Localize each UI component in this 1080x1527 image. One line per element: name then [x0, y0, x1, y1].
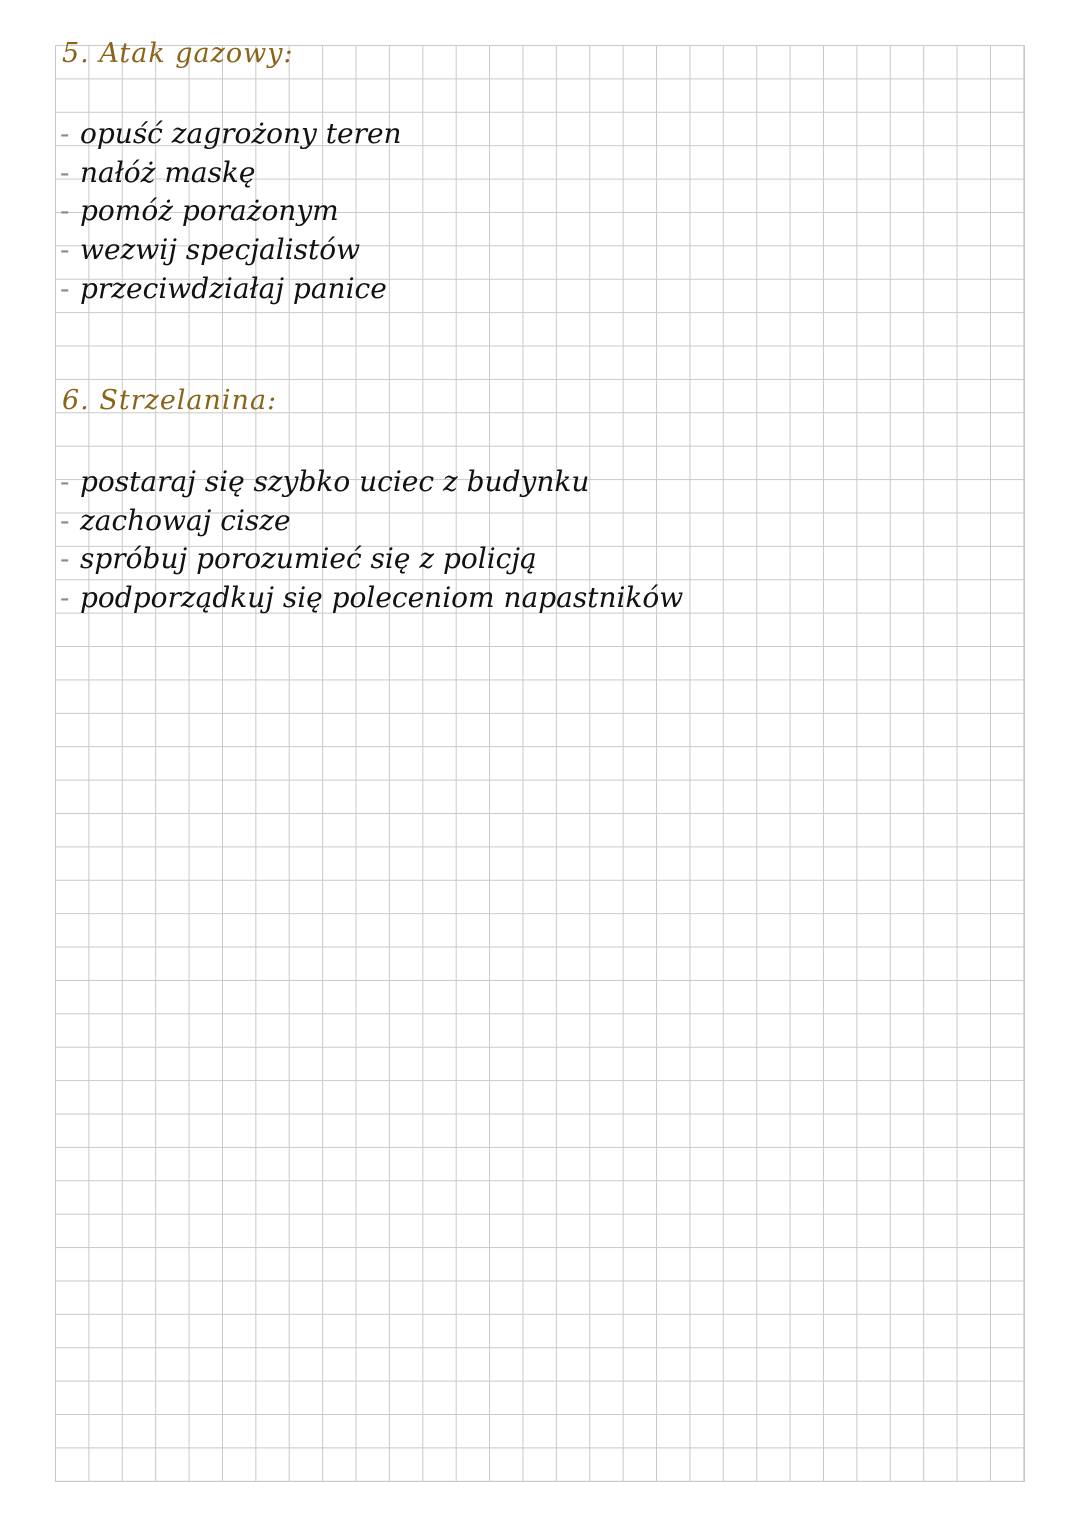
- dash-marker: -: [60, 194, 70, 228]
- dash-marker: -: [60, 542, 70, 576]
- list-item-text: przeciwdziałaj panice: [80, 271, 387, 305]
- list-item: [60, 540, 683, 579]
- list-item: [60, 502, 683, 541]
- dash-marker: -: [60, 155, 70, 189]
- list-item-text: wezwij specjalistów: [80, 233, 361, 267]
- list-item-text: opuść zagrożony teren: [80, 117, 402, 150]
- list-item-text: podporządkuj się poleceniom napastników: [80, 581, 684, 615]
- dash-marker: -: [60, 271, 70, 305]
- list-item-text: spróbuj porozumieć się z policją: [80, 542, 537, 576]
- dash-marker: -: [60, 465, 70, 498]
- dash-marker: -: [60, 117, 70, 150]
- section-heading-gas-attack: 5. Atak gazowy:: [62, 38, 294, 69]
- list-item: [60, 579, 683, 618]
- list-item: [60, 231, 402, 270]
- section-list-shooting: [60, 463, 683, 618]
- section-list-gas-attack: [60, 115, 402, 308]
- dash-marker: -: [60, 581, 70, 615]
- list-item-text: nałóż maskę: [80, 155, 256, 189]
- list-item: [60, 192, 402, 231]
- list-item-text: pomóż porażonym: [80, 194, 339, 228]
- dash-marker: -: [60, 233, 70, 267]
- list-item-text: zachowaj cisze: [80, 503, 291, 537]
- list-item: [60, 463, 683, 502]
- list-item: [60, 270, 402, 309]
- section-heading-shooting: 6. Strzelanina:: [62, 385, 278, 416]
- list-item: [60, 154, 402, 193]
- dash-marker: -: [60, 503, 70, 537]
- list-item: [60, 115, 402, 154]
- list-item-text: postaraj się szybko uciec z budynku: [80, 465, 590, 498]
